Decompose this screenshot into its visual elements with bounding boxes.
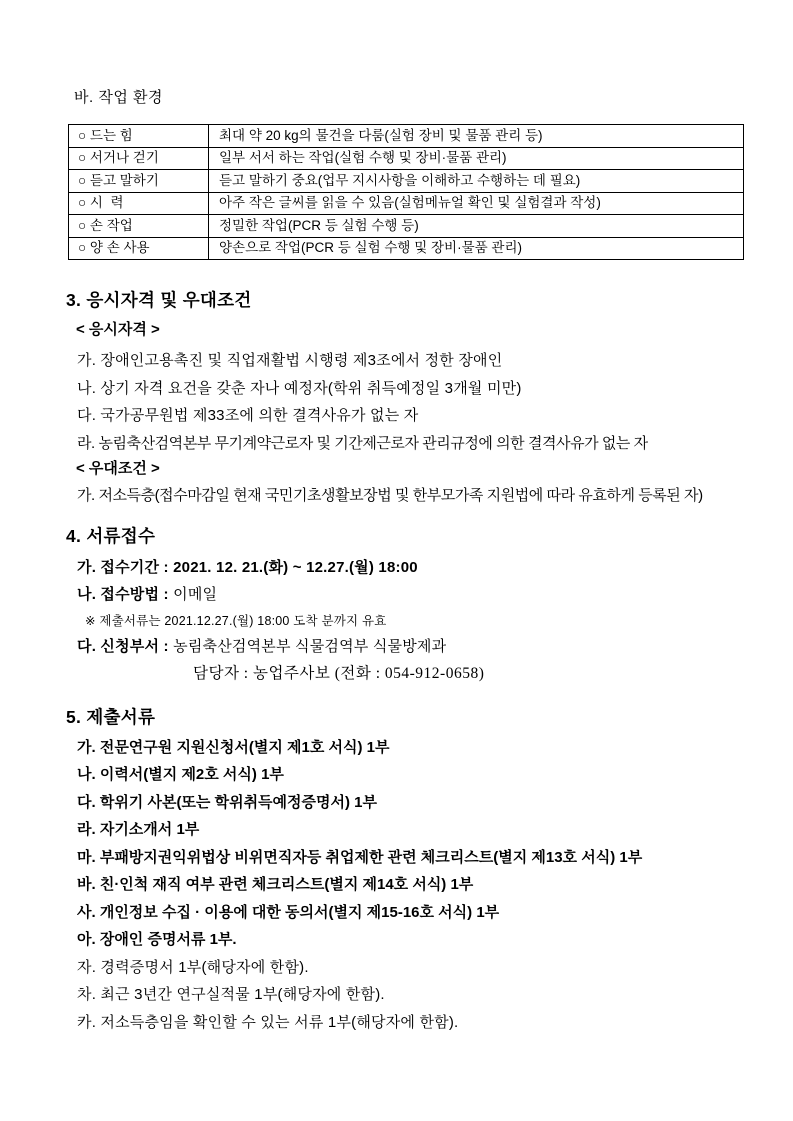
- list-item: 사. 개인정보 수집 · 이용에 대한 동의서(별지 제15-16호 서식) 1부: [77, 903, 500, 921]
- table-row: [69, 147, 744, 170]
- row-label: ○ 듣고 말하기: [69, 170, 209, 193]
- list-item: 가. 전문연구원 지원신청서(별지 제1호 서식) 1부: [77, 738, 390, 756]
- row-label: ○ 손 작업: [69, 215, 209, 238]
- table-row: [69, 170, 744, 193]
- row-label: ○ 시 력: [69, 192, 209, 215]
- department-value: 농림축산검역본부 식물검역부 식물방제과: [173, 637, 447, 655]
- contact-line: 담당자 : 농업주사보 (전화 : 054-912-0658): [193, 665, 485, 682]
- row-desc: 최대 약 20 kg의 물건을 다룸(실험 장비 및 물품 관리 등): [209, 125, 744, 148]
- work-environment-heading: 바. 작업 환경: [74, 89, 163, 106]
- row-desc: 아주 작은 글씨를 읽을 수 있음(실험메뉴얼 확인 및 실험결과 작성): [209, 192, 744, 215]
- required-documents-list: [66, 734, 742, 1037]
- department-label: 다. 신청부서 :: [77, 637, 169, 655]
- list-item: 다. 국가공무원법 제33조에 의한 결격사유가 없는 자: [77, 407, 419, 424]
- list-item: 다. 학위기 사본(또는 학위취득예정증명서) 1부: [77, 793, 377, 811]
- submission-method: [77, 581, 742, 609]
- table-row: [69, 215, 744, 238]
- row-label: ○ 양 손 사용: [69, 237, 209, 260]
- eligibility-list: [66, 347, 742, 457]
- submission-department: [77, 633, 742, 661]
- submission-rows: [66, 554, 742, 688]
- method-label: 나. 접수방법 :: [77, 586, 169, 603]
- list-item: 마. 부패방지권익위법상 비위면직자등 취업제한 관련 체크리스트(별지 제13호 서식) 1부: [77, 848, 643, 866]
- section5-title: 5. 제출서류: [66, 706, 156, 727]
- row-label: ○ 드는 힘: [69, 125, 209, 148]
- list-item: 가. 저소득층(접수마감일 현재 국민기초생활보장법 및 한부모가족 지원법에 따라 유효하게 등록된 자): [77, 487, 703, 504]
- list-item: 바. 친·인척 재직 여부 관련 체크리스트(별지 제14호 서식) 1부: [77, 876, 474, 893]
- row-label: ○ 서거나 걷기: [69, 147, 209, 170]
- row-desc: 양손으로 작업(PCR 등 실험 수행 및 장비·물품 관리): [209, 237, 744, 260]
- preference-subheading: < 우대조건 >: [76, 460, 160, 477]
- preference-list: [66, 482, 742, 510]
- page-content: [66, 88, 742, 1036]
- list-item: 차. 최근 3년간 연구실적물 1부(해당자에 한함).: [77, 986, 385, 1003]
- period-label: 가. 접수기간 :: [77, 558, 169, 576]
- list-item: 아. 장애인 증명서류 1부.: [77, 931, 237, 948]
- eligibility-subheading: < 응시자격 >: [76, 321, 160, 338]
- submission-note: ※ 제출서류는 2021.12.27.(월) 18:00 도착 분까지 유효: [85, 613, 387, 628]
- list-item: 나. 이력서(별지 제2호 서식) 1부: [77, 766, 284, 783]
- table-row: [69, 125, 744, 148]
- section4-title: 4. 서류접수: [66, 525, 156, 546]
- row-desc: 듣고 말하기 중요(업무 지시사항을 이해하고 수행하는 데 필요): [209, 170, 744, 193]
- submission-period: [77, 554, 742, 582]
- table-row: [69, 237, 744, 260]
- row-desc: 정밀한 작업(PCR 등 실험 수행 등): [209, 215, 744, 238]
- method-value: 이메일: [173, 586, 218, 603]
- list-item: 자. 경력증명서 1부(해당자에 한함).: [77, 958, 309, 976]
- period-value: 2021. 12. 21.(화) ~ 12.27.(월) 18:00: [173, 558, 418, 576]
- list-item: 카. 저소득층임을 확인할 수 있는 서류 1부(해당자에 한함).: [77, 1013, 459, 1031]
- table-row: [69, 192, 744, 215]
- list-item: 가. 장애인고용촉진 및 직업재활법 시행령 제3조에서 정한 장애인: [77, 352, 503, 369]
- work-environment-table: [68, 124, 744, 260]
- section3-title: 3. 응시자격 및 우대조건: [66, 290, 252, 310]
- list-item: 나. 상기 자격 요건을 갖춘 자나 예정자(학위 취득예정일 3개월 미만): [77, 379, 522, 397]
- list-item: 라. 자기소개서 1부: [77, 821, 200, 838]
- list-item: 라. 농림축산검역본부 무기계약근로자 및 기간제근로자 관리규정에 의한 결격사유가 없는 자: [77, 434, 648, 452]
- row-desc: 일부 서서 하는 작업(실험 수행 및 장비·물품 관리): [209, 147, 744, 170]
